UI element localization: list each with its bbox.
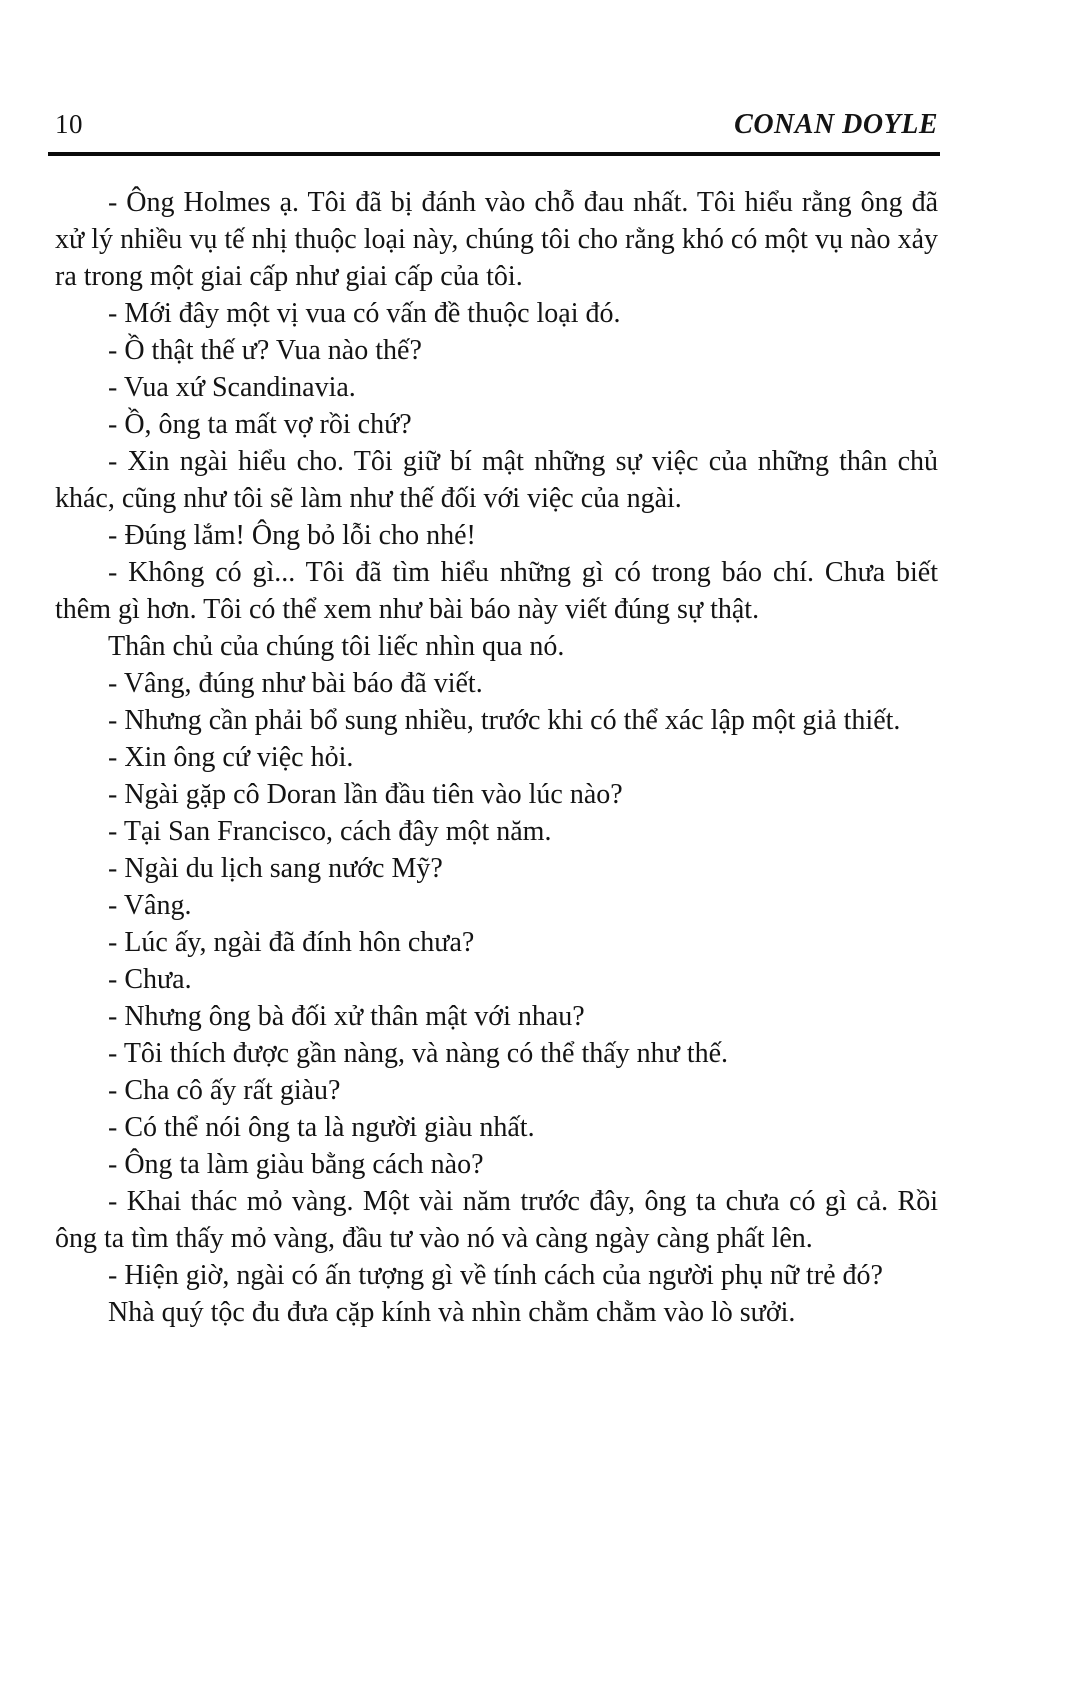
running-title: CONAN DOYLE (734, 109, 938, 140)
paragraph: - Tại San Francisco, cách đây một năm. (108, 816, 552, 847)
paragraph: - Khai thác mỏ vàng. Một vài năm trước đây, ông ta chưa có gì cả. Rồi ông ta tìm thấy mỏ vàng, đầu tư vào nó và càng ngày càng phất lên. (55, 1186, 938, 1254)
paragraph: - Ồ thật thế ư? Vua nào thế? (108, 335, 422, 366)
paragraph: - Ông Holmes ạ. Tôi đã bị đánh vào chỗ đau nhất. Tôi hiểu rằng ông đã xử lý nhiều vụ tế nhị thuộc loại này, chúng tôi cho rằng khó có một vụ nào xảy ra trong một giai cấp như giai cấp của tôi. (55, 187, 938, 292)
paragraph: - Đúng lắm! Ông bỏ lỗi cho nhé! (108, 520, 476, 551)
paragraph: - Vua xứ Scandinavia. (108, 372, 356, 403)
paragraph: - Ông ta làm giàu bằng cách nào? (108, 1149, 484, 1180)
paragraph: - Mới đây một vị vua có vấn đề thuộc loại đó. (108, 298, 621, 329)
paragraph: - Cha cô ấy rất giàu? (108, 1075, 341, 1106)
page-body (55, 184, 938, 1331)
paragraph: - Chưa. (108, 964, 192, 995)
page-header (55, 108, 938, 142)
paragraph: - Ồ, ông ta mất vợ rồi chứ? (108, 409, 412, 440)
paragraph: - Ngài du lịch sang nước Mỹ? (108, 853, 443, 884)
paragraph: - Có thể nói ông ta là người giàu nhất. (108, 1112, 535, 1143)
header-rule (48, 152, 940, 156)
paragraph: - Nhưng ông bà đối xử thân mật với nhau? (108, 1001, 585, 1032)
paragraph: - Hiện giờ, ngài có ấn tượng gì về tính cách của người phụ nữ trẻ đó? (108, 1260, 883, 1291)
paragraph: Nhà quý tộc đu đưa cặp kính và nhìn chằm chằm vào lò sưởi. (108, 1297, 796, 1328)
paragraph: - Xin ông cứ việc hỏi. (108, 742, 354, 773)
paragraph: - Ngài gặp cô Doran lần đầu tiên vào lúc nào? (108, 779, 623, 810)
paragraph: - Vâng. (108, 890, 192, 921)
paragraph: - Lúc ấy, ngài đã đính hôn chưa? (108, 927, 475, 958)
page-number: 10 (55, 109, 83, 139)
paragraph: - Nhưng cần phải bổ sung nhiều, trước khi có thể xác lập một giả thiết. (108, 705, 901, 736)
paragraph: - Xin ngài hiểu cho. Tôi giữ bí mật những sự việc của những thân chủ khác, cũng như tôi sẽ làm như thế đối với việc của ngài. (55, 446, 938, 514)
paragraph: - Vâng, đúng như bài báo đã viết. (108, 668, 483, 699)
paragraph: Thân chủ của chúng tôi liếc nhìn qua nó. (108, 631, 565, 662)
paragraph: - Không có gì... Tôi đã tìm hiểu những gì có trong báo chí. Chưa biết thêm gì hơn. Tôi có thể xem như bài báo này viết đúng sự thật. (55, 557, 938, 625)
paragraph: - Tôi thích được gần nàng, và nàng có thể thấy như thế. (108, 1038, 729, 1069)
